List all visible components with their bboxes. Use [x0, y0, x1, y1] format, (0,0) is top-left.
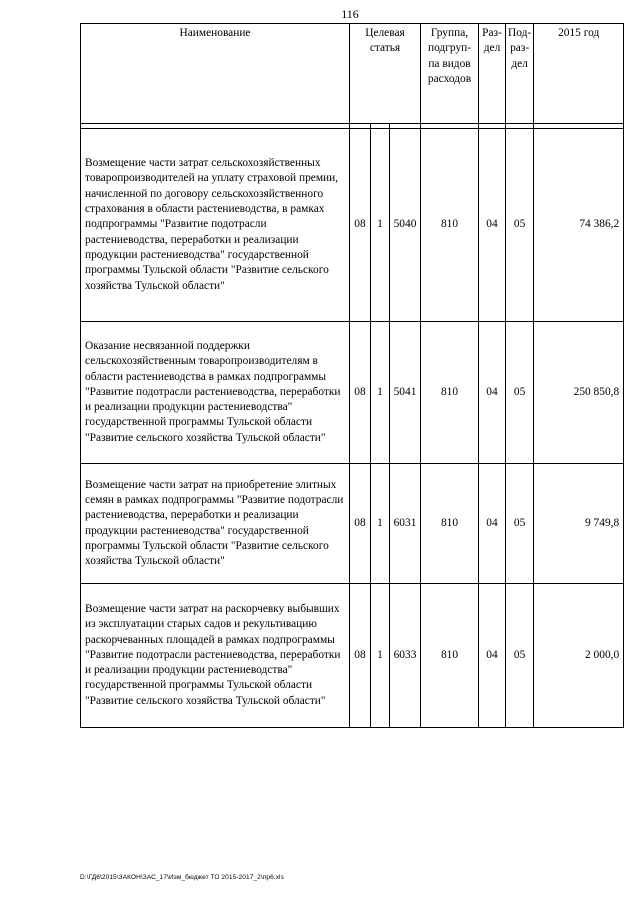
header-subsection: Под-раз-дел [506, 24, 534, 124]
row-amount: 9 749,8 [534, 464, 624, 584]
row-code-program: 08 [350, 322, 371, 464]
file-path-footer: D:\ГД6\2015\ЗАКОН\ЗАС_17\Изм_бюджет ТО 2015-2017_2\пр6.xls [80, 874, 284, 881]
row-code-program: 08 [350, 464, 371, 584]
header-section: Раз-дел [479, 24, 506, 124]
row-section: 04 [479, 584, 506, 728]
row-code-subprogram: 1 [371, 129, 390, 322]
table-row [81, 584, 624, 728]
row-code-subprogram: 1 [371, 464, 390, 584]
budget-table [80, 23, 624, 728]
row-subsection: 05 [506, 464, 534, 584]
header-name: Наименование [81, 24, 350, 124]
page-number: 116 [341, 7, 359, 21]
row-section: 04 [479, 322, 506, 464]
table-header-row [81, 24, 624, 124]
row-amount: 2 000,0 [534, 584, 624, 728]
row-subsection: 05 [506, 584, 534, 728]
row-name: Возмещение части затрат на раскорчевку выбывших из эксплуатации старых садов и рекультивацию раскорчеванных площадей в рамках подпрограммы "Развитие подотрасли растениеводства, переработки и реализации продукции растениеводства" государственной программы Тульской области "Развитие сельского хозяйства Тульской области" [81, 584, 350, 728]
row-subsection: 05 [506, 322, 534, 464]
row-code-direction: 6033 [390, 584, 421, 728]
table-row [81, 322, 624, 464]
row-name: Возмещение части затрат на приобретение элитных семян в рамках подпрограммы "Развитие подотрасли растениеводства, переработки и реализации продукции растениеводства" государственной программы Тульской области "Развитие сельского хозяйства Тульской области" [81, 464, 350, 584]
table-row [81, 129, 624, 322]
row-code-direction: 5041 [390, 322, 421, 464]
row-group: 810 [421, 464, 479, 584]
row-name: Возмещение части затрат сельскохозяйственных товаропроизводителей на уплату страховой премии, начисленной по договору сельскохозяйственного страхования в области растениеводства, в рамках подпрограммы "Развитие подотрасли растениеводства, переработки и реализации продукции растениеводства" государственной программы Тульской области "Развитие сельского хозяйства Тульской области" [81, 129, 350, 322]
row-code-program: 08 [350, 584, 371, 728]
row-group: 810 [421, 129, 479, 322]
row-group: 810 [421, 584, 479, 728]
row-code-subprogram: 1 [371, 584, 390, 728]
row-name: Оказание несвязанной поддержки сельскохозяйственным товаропроизводителям в области растениеводства в рамках подпрограммы "Развитие подотрасли растениеводства, переработки и реализации продукции растениеводства" государственной программы Тульской области "Развитие сельского хозяйства Тульской области" [81, 322, 350, 464]
header-target-article: Целевая статья [350, 24, 421, 124]
row-amount: 74 386,2 [534, 129, 624, 322]
row-code-program: 08 [350, 129, 371, 322]
row-amount: 250 850,8 [534, 322, 624, 464]
row-code-direction: 6031 [390, 464, 421, 584]
row-code-subprogram: 1 [371, 322, 390, 464]
header-year: 2015 год [534, 24, 624, 124]
table-row [81, 464, 624, 584]
row-group: 810 [421, 322, 479, 464]
row-subsection: 05 [506, 129, 534, 322]
row-section: 04 [479, 464, 506, 584]
header-group: Группа, подгруп-па видов расходов [421, 24, 479, 124]
row-code-direction: 5040 [390, 129, 421, 322]
row-section: 04 [479, 129, 506, 322]
